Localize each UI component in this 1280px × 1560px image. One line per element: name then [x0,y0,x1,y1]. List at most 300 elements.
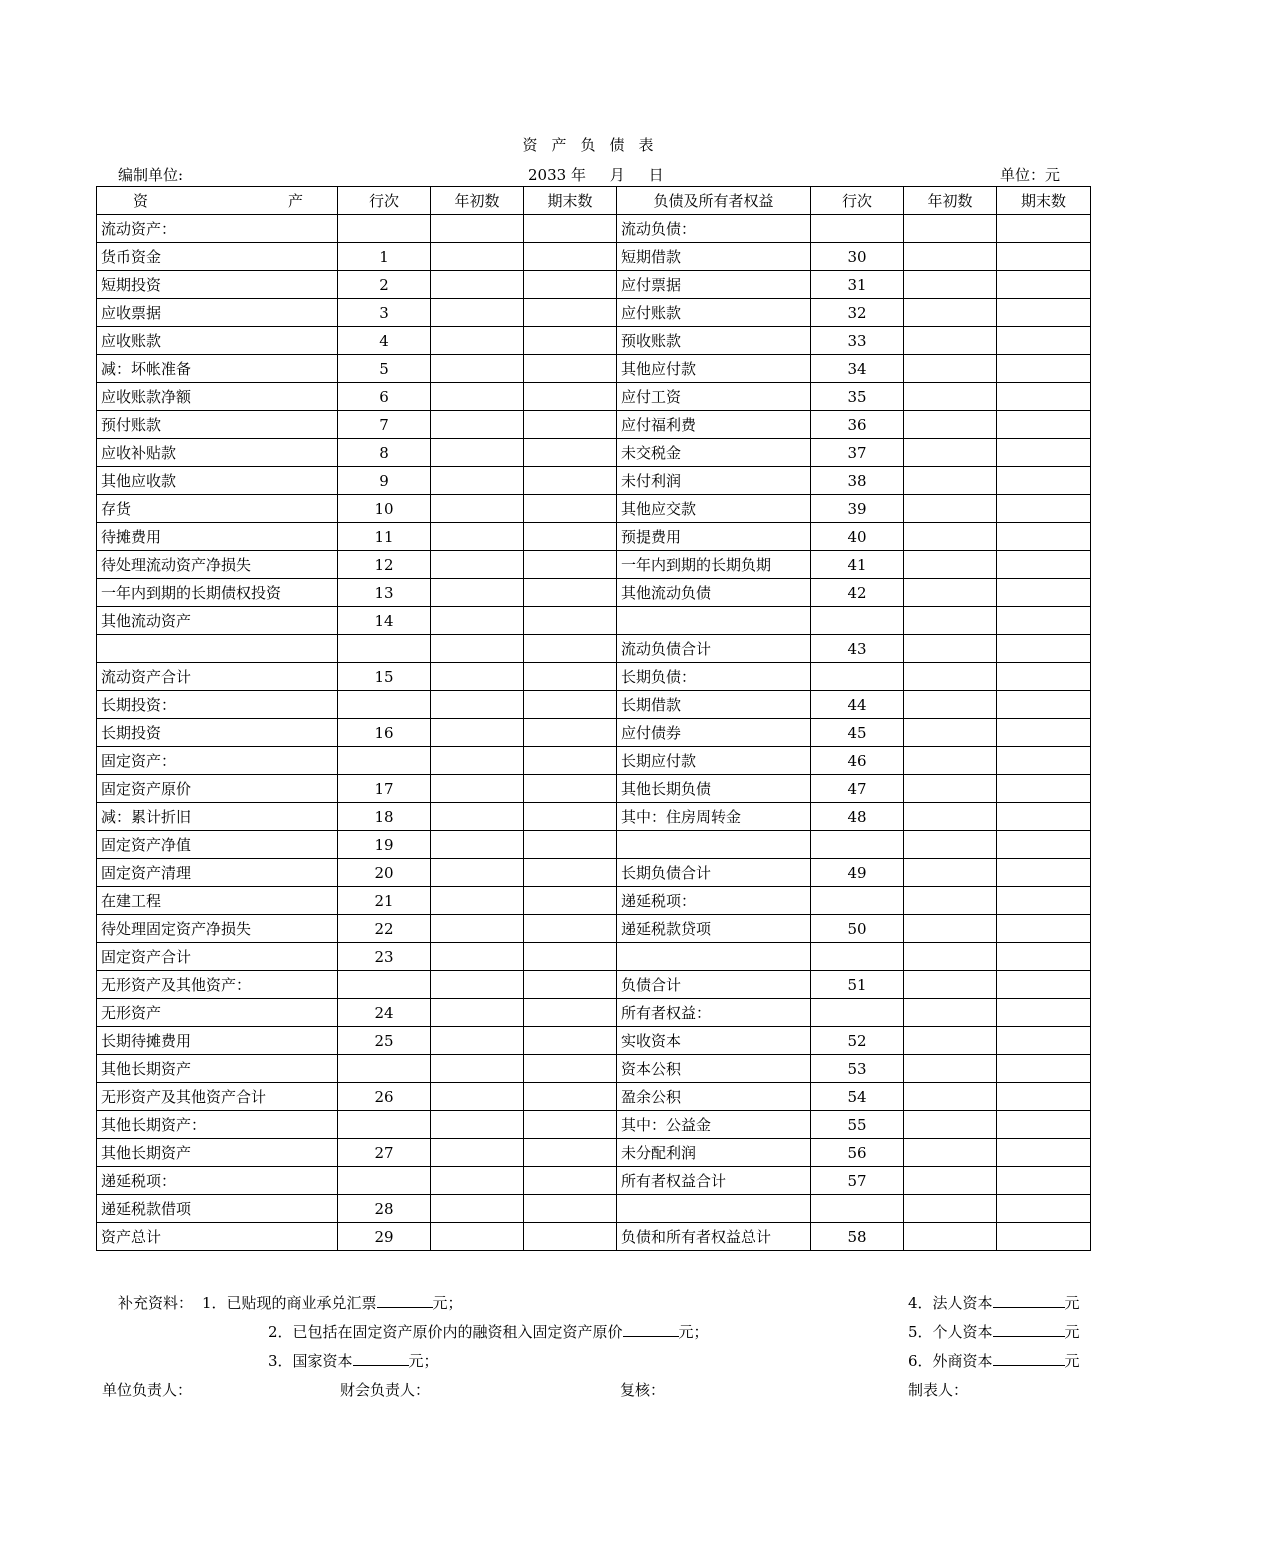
liability-begin-value[interactable] [904,243,997,271]
asset-end-value[interactable] [524,411,617,439]
asset-item: 递延税项： [97,1167,338,1195]
liability-line-no: 38 [811,467,904,495]
liability-end-value[interactable] [997,1111,1091,1139]
asset-begin-value[interactable] [431,719,524,747]
asset-end-value[interactable] [524,467,617,495]
liability-end-value[interactable] [997,1223,1091,1251]
liability-end-value[interactable] [997,887,1091,915]
asset-item: 资产总计 [97,1223,338,1251]
liability-line-no [811,1195,904,1223]
table-row [97,383,1091,411]
liability-end-value[interactable] [997,803,1091,831]
asset-begin-value[interactable] [431,1223,524,1251]
liability-line-no [811,943,904,971]
liability-begin-value[interactable] [904,495,997,523]
asset-end-value[interactable] [524,635,617,663]
liability-begin-value[interactable] [904,1139,997,1167]
liability-line-no [811,663,904,691]
asset-end-value[interactable] [524,999,617,1027]
asset-line-no: 9 [338,467,431,495]
liability-item: 未付利润 [617,467,811,495]
table-row [97,1027,1091,1055]
asset-begin-value[interactable] [431,1027,524,1055]
table-row [97,1111,1091,1139]
asset-line-no: 16 [338,719,431,747]
asset-end-value[interactable] [524,775,617,803]
liability-item: 其他流动负债 [617,579,811,607]
asset-line-no: 5 [338,355,431,383]
liability-end-value[interactable] [997,943,1091,971]
asset-begin-value[interactable] [431,467,524,495]
asset-item: 其他流动资产 [97,607,338,635]
asset-begin-value[interactable] [431,747,524,775]
header-end-2: 期末数 [997,187,1091,215]
liability-begin-value[interactable] [904,467,997,495]
liability-line-no: 43 [811,635,904,663]
asset-item: 货币资金 [97,243,338,271]
liability-item: 所有者权益： [617,999,811,1027]
liability-end-value[interactable] [997,411,1091,439]
asset-item: 应收账款 [97,327,338,355]
asset-line-no [338,1167,431,1195]
asset-begin-value[interactable] [431,1167,524,1195]
asset-begin-value[interactable] [431,775,524,803]
asset-end-value[interactable] [524,383,617,411]
liability-end-value[interactable] [997,299,1091,327]
asset-end-value[interactable] [524,691,617,719]
table-row [97,1167,1091,1195]
note-5: 5．个人资本 元 [908,1323,1080,1341]
asset-line-no: 14 [338,607,431,635]
liability-line-no: 58 [811,1223,904,1251]
asset-end-value[interactable] [524,1223,617,1251]
asset-begin-value[interactable] [431,691,524,719]
liability-end-value[interactable] [997,271,1091,299]
liability-end-value[interactable] [997,1083,1091,1111]
asset-begin-value[interactable] [431,1055,524,1083]
liability-begin-value[interactable] [904,1083,997,1111]
asset-line-no [338,1111,431,1139]
asset-begin-value[interactable] [431,439,524,467]
liability-line-no: 55 [811,1111,904,1139]
liability-line-no [811,831,904,859]
liability-item: 短期借款 [617,243,811,271]
liability-end-value[interactable] [997,383,1091,411]
asset-end-value[interactable] [524,943,617,971]
asset-line-no: 21 [338,887,431,915]
liability-end-value[interactable] [997,579,1091,607]
liability-line-no: 37 [811,439,904,467]
liability-line-no [811,999,904,1027]
page-title: 资产负债表 [522,136,668,154]
liability-end-value[interactable] [997,635,1091,663]
asset-begin-value[interactable] [431,607,524,635]
table-row [97,943,1091,971]
asset-item: 一年内到期的长期债权投资 [97,579,338,607]
asset-begin-value[interactable] [431,383,524,411]
liability-end-value[interactable] [997,1027,1091,1055]
signature-unit-head: 单位负责人： [102,1381,193,1399]
liability-item: 长期借款 [617,691,811,719]
liability-line-no: 48 [811,803,904,831]
asset-line-no [338,635,431,663]
note-2: 2．已包括在固定资产原价内的融资租入固定资产原价 元； [268,1323,709,1341]
table-row [97,327,1091,355]
table-row [97,663,1091,691]
table-row [97,1083,1091,1111]
table-row [97,467,1091,495]
table-row [97,271,1091,299]
asset-begin-value[interactable] [431,271,524,299]
asset-begin-value[interactable] [431,551,524,579]
liability-end-value[interactable] [997,915,1091,943]
balance-sheet-table [96,186,1091,1251]
liability-end-value[interactable] [997,607,1091,635]
liability-begin-value[interactable] [904,579,997,607]
asset-line-no: 29 [338,1223,431,1251]
asset-line-no: 1 [338,243,431,271]
asset-line-no: 7 [338,411,431,439]
asset-item: 待摊费用 [97,523,338,551]
asset-line-no: 3 [338,299,431,327]
liability-begin-value[interactable] [904,1027,997,1055]
liability-line-no [811,215,904,243]
asset-end-value[interactable] [524,663,617,691]
asset-end-value[interactable] [524,1139,617,1167]
table-row [97,999,1091,1027]
liability-end-value[interactable] [997,327,1091,355]
table-row [97,775,1091,803]
report-date: 2033 年 月 日 [528,166,664,184]
liability-item: 负债和所有者权益总计 [617,1223,811,1251]
liability-end-value[interactable] [997,719,1091,747]
asset-end-value[interactable] [524,271,617,299]
note-1: 1．已贴现的商业承兑汇票 元； [202,1294,463,1312]
asset-end-value[interactable] [524,299,617,327]
liability-begin-value[interactable] [904,327,997,355]
header-liabilities: 负债及所有者权益 [617,187,811,215]
liability-line-no: 51 [811,971,904,999]
asset-item: 减：坏帐准备 [97,355,338,383]
asset-item: 应收补贴款 [97,439,338,467]
asset-end-value[interactable] [524,887,617,915]
asset-end-value[interactable] [524,439,617,467]
asset-begin-value[interactable] [431,831,524,859]
table-row [97,803,1091,831]
asset-begin-value[interactable] [431,411,524,439]
liability-begin-value[interactable] [904,1195,997,1223]
asset-end-value[interactable] [524,1167,617,1195]
asset-end-value[interactable] [524,831,617,859]
header-begin-2: 年初数 [904,187,997,215]
asset-end-value[interactable] [524,803,617,831]
liability-begin-value[interactable] [904,635,997,663]
liability-end-value[interactable] [997,859,1091,887]
liability-line-no: 45 [811,719,904,747]
liability-begin-value[interactable] [904,887,997,915]
liability-begin-value[interactable] [904,859,997,887]
asset-begin-value[interactable] [431,943,524,971]
liability-line-no: 35 [811,383,904,411]
asset-end-value[interactable] [524,1083,617,1111]
asset-item: 减：累计折旧 [97,803,338,831]
asset-item [97,635,338,663]
asset-line-no: 20 [338,859,431,887]
asset-begin-value[interactable] [431,803,524,831]
liability-line-no: 36 [811,411,904,439]
asset-begin-value[interactable] [431,1139,524,1167]
note-4: 4．法人资本 元 [908,1294,1080,1312]
liability-end-value[interactable] [997,551,1091,579]
liability-item: 未分配利润 [617,1139,811,1167]
liability-begin-value[interactable] [904,747,997,775]
liability-end-value[interactable] [997,523,1091,551]
asset-begin-value[interactable] [431,999,524,1027]
liability-begin-value[interactable] [904,691,997,719]
table-row [97,411,1091,439]
table-row [97,859,1091,887]
table-row [97,523,1091,551]
asset-end-value[interactable] [524,355,617,383]
liability-line-no: 54 [811,1083,904,1111]
liability-end-value[interactable] [997,215,1091,243]
asset-item: 存货 [97,495,338,523]
liability-begin-value[interactable] [904,383,997,411]
liability-line-no: 53 [811,1055,904,1083]
liability-end-value[interactable] [997,1167,1091,1195]
table-row [97,971,1091,999]
asset-begin-value[interactable] [431,1111,524,1139]
preparer-label: 编制单位: [118,166,184,184]
asset-begin-value[interactable] [431,355,524,383]
asset-item: 无形资产及其他资产合计 [97,1083,338,1111]
liability-end-value[interactable] [997,831,1091,859]
liability-end-value[interactable] [997,1139,1091,1167]
asset-end-value[interactable] [524,243,617,271]
liability-item: 长期负债： [617,663,811,691]
asset-item: 递延税款借项 [97,1195,338,1223]
table-row [97,1195,1091,1223]
table-row [97,1055,1091,1083]
asset-item: 应收票据 [97,299,338,327]
liability-begin-value[interactable] [904,439,997,467]
liability-begin-value[interactable] [904,1223,997,1251]
asset-item: 其他应收款 [97,467,338,495]
signature-finance-head: 财会负责人： [340,1381,431,1399]
notes-prefix: 补充资料： [118,1294,194,1312]
liability-item: 长期负债合计 [617,859,811,887]
note-3: 3．国家资本 元； [268,1352,439,1370]
liability-begin-value[interactable] [904,551,997,579]
asset-begin-value[interactable] [431,663,524,691]
asset-begin-value[interactable] [431,579,524,607]
liability-item: 盈余公积 [617,1083,811,1111]
table-row [97,747,1091,775]
asset-line-no: 24 [338,999,431,1027]
asset-line-no: 22 [338,915,431,943]
liability-line-no [811,607,904,635]
asset-end-value[interactable] [524,971,617,999]
header-line-no-2: 行次 [811,187,904,215]
liability-begin-value[interactable] [904,299,997,327]
liability-begin-value[interactable] [904,1055,997,1083]
liability-begin-value[interactable] [904,1167,997,1195]
asset-line-no: 11 [338,523,431,551]
asset-item: 在建工程 [97,887,338,915]
liability-end-value[interactable] [997,747,1091,775]
liability-end-value[interactable] [997,355,1091,383]
asset-line-no [338,747,431,775]
liability-item: 递延税款贷项 [617,915,811,943]
liability-begin-value[interactable] [904,355,997,383]
asset-item: 固定资产原价 [97,775,338,803]
asset-line-no: 6 [338,383,431,411]
asset-begin-value[interactable] [431,299,524,327]
liability-begin-value[interactable] [904,971,997,999]
liability-begin-value[interactable] [904,663,997,691]
liability-begin-value[interactable] [904,607,997,635]
signature-preparer: 制表人： [908,1381,969,1399]
asset-begin-value[interactable] [431,327,524,355]
liability-item: 实收资本 [617,1027,811,1055]
liability-begin-value[interactable] [904,719,997,747]
asset-end-value[interactable] [524,495,617,523]
asset-begin-value[interactable] [431,887,524,915]
asset-item: 其他长期资产： [97,1111,338,1139]
asset-line-no: 26 [338,1083,431,1111]
asset-item: 流动资产合计 [97,663,338,691]
asset-begin-value[interactable] [431,1195,524,1223]
liability-end-value[interactable] [997,775,1091,803]
asset-end-value[interactable] [524,1055,617,1083]
liability-begin-value[interactable] [904,271,997,299]
asset-begin-value[interactable] [431,1083,524,1111]
liability-item: 其中：公益金 [617,1111,811,1139]
liability-item: 递延税项： [617,887,811,915]
signature-reviewer: 复核： [620,1381,666,1399]
liability-end-value[interactable] [997,495,1091,523]
asset-line-no: 19 [338,831,431,859]
liability-line-no: 57 [811,1167,904,1195]
asset-end-value[interactable] [524,215,617,243]
asset-begin-value[interactable] [431,915,524,943]
asset-end-value[interactable] [524,859,617,887]
asset-item: 流动资产： [97,215,338,243]
liability-end-value[interactable] [997,971,1091,999]
asset-item: 短期投资 [97,271,338,299]
asset-begin-value[interactable] [431,243,524,271]
asset-item: 无形资产 [97,999,338,1027]
liability-item: 负债合计 [617,971,811,999]
table-row [97,355,1091,383]
asset-item: 应收账款净额 [97,383,338,411]
note-6: 6．外商资本 元 [908,1352,1080,1370]
liability-begin-value[interactable] [904,215,997,243]
liability-item: 应付债券 [617,719,811,747]
liability-item: 应付票据 [617,271,811,299]
asset-end-value[interactable] [524,915,617,943]
asset-begin-value[interactable] [431,215,524,243]
liability-end-value[interactable] [997,1195,1091,1223]
asset-begin-value[interactable] [431,859,524,887]
liability-end-value[interactable] [997,467,1091,495]
liability-item: 资本公积 [617,1055,811,1083]
table-row [97,719,1091,747]
liability-item [617,831,811,859]
liability-begin-value[interactable] [904,831,997,859]
liability-item: 其他长期负债 [617,775,811,803]
liability-item: 应付工资 [617,383,811,411]
liability-line-no: 49 [811,859,904,887]
asset-item: 待处理流动资产净损失 [97,551,338,579]
liability-item [617,1195,811,1223]
asset-begin-value[interactable] [431,523,524,551]
liability-end-value[interactable] [997,439,1091,467]
asset-end-value[interactable] [524,523,617,551]
asset-item: 待处理固定资产净损失 [97,915,338,943]
asset-end-value[interactable] [524,719,617,747]
liability-begin-value[interactable] [904,523,997,551]
table-header-row [97,187,1091,215]
liability-line-no: 50 [811,915,904,943]
liability-line-no: 47 [811,775,904,803]
asset-end-value[interactable] [524,607,617,635]
asset-item: 固定资产： [97,747,338,775]
liability-end-value[interactable] [997,999,1091,1027]
asset-end-value[interactable] [524,551,617,579]
header-begin: 年初数 [431,187,524,215]
liability-item: 一年内到期的长期负期 [617,551,811,579]
liability-begin-value[interactable] [904,999,997,1027]
liability-begin-value[interactable] [904,411,997,439]
liability-line-no: 42 [811,579,904,607]
liability-item: 流动负债合计 [617,635,811,663]
asset-begin-value[interactable] [431,495,524,523]
liability-end-value[interactable] [997,691,1091,719]
liability-begin-value[interactable] [904,915,997,943]
asset-item: 固定资产净值 [97,831,338,859]
liability-end-value[interactable] [997,1055,1091,1083]
asset-end-value[interactable] [524,327,617,355]
liability-begin-value[interactable] [904,1111,997,1139]
liability-end-value[interactable] [997,663,1091,691]
liability-item [617,943,811,971]
table-row [97,915,1091,943]
liability-item: 其他应付款 [617,355,811,383]
table-row [97,551,1091,579]
liability-item: 应付账款 [617,299,811,327]
liability-begin-value[interactable] [904,803,997,831]
liability-begin-value[interactable] [904,775,997,803]
asset-end-value[interactable] [524,1195,617,1223]
header-line-no: 行次 [338,187,431,215]
liability-end-value[interactable] [997,243,1091,271]
liability-item: 所有者权益合计 [617,1167,811,1195]
table-row [97,495,1091,523]
asset-item: 无形资产及其他资产： [97,971,338,999]
asset-begin-value[interactable] [431,635,524,663]
asset-end-value[interactable] [524,1027,617,1055]
liability-begin-value[interactable] [904,943,997,971]
asset-end-value[interactable] [524,1111,617,1139]
asset-line-no [338,1055,431,1083]
asset-begin-value[interactable] [431,971,524,999]
table-row [97,691,1091,719]
asset-end-value[interactable] [524,579,617,607]
asset-end-value[interactable] [524,747,617,775]
asset-item: 长期投资 [97,719,338,747]
liability-item: 预收账款 [617,327,811,355]
